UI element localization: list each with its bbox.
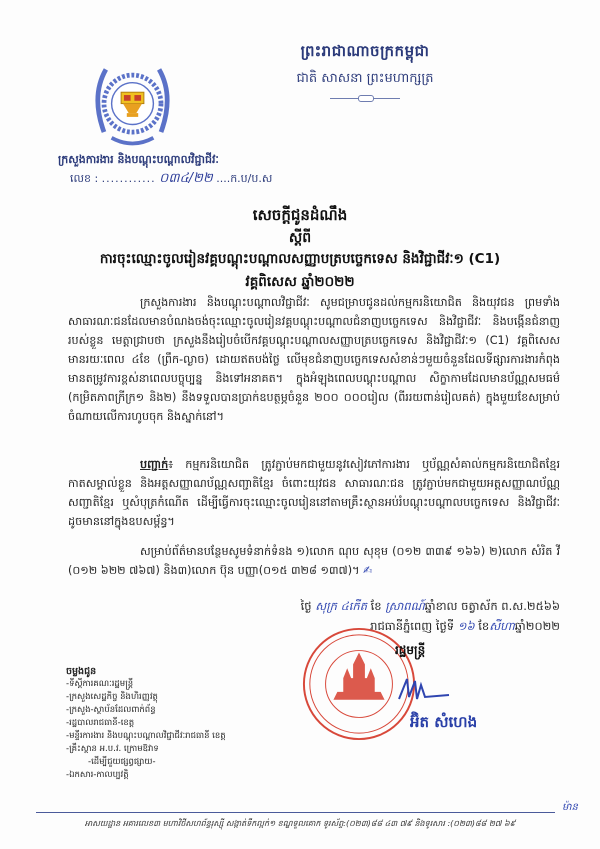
lunar-month-prefix: ខែ (370, 599, 382, 613)
lunar-year: ឆ្នាំខាល ចត្វាស័ក ព.ស.២៥៦៦ (424, 599, 560, 613)
cc-item: -មន្ទីរការងារ និងបណ្តុះបណ្តាលវិជ្ជាជីវៈរាជធានី ខេត្ត (66, 731, 226, 741)
notice-subject: ការចុះឈ្មោះចូលរៀនវគ្គបណ្តុះបណ្តាលសញ្ញាបត្របច្ចេកទេស និងវិជ្ជាជីវៈ១ (C1) (99, 251, 501, 267)
cc-heading: ចម្លងជូន (66, 666, 97, 677)
cc-item: -រដ្ឋបាលរាជធានី-ខេត្ត (66, 718, 135, 728)
cc-item: -ទីស្តីការគណៈរដ្ឋមន្ត្រី (66, 679, 134, 689)
place-prefix: រាជធានីភ្នំពេញ ថ្ងៃទី (370, 619, 455, 633)
notice-subject-label: ស្តីពី (288, 230, 312, 246)
ref-label: លេខ : (70, 172, 99, 185)
month-prefix: ខែ (478, 619, 490, 633)
ministry-emblem-icon (85, 58, 180, 153)
footer-address: អាសយដ្ឋាន អគារលេខ៣ មហាវិថីសហព័ន្ធរុស្ស៊ី សង្កាត់ទឹកល្អក់១ ខណ្ឌទួលគោក ទូរស័ព្ទ:(០២៣)៨៨ ៤៣ ៧៩ និងទូរសារ :(០២៣)៨៨ ២៧ ៦៩ (84, 819, 516, 828)
date-day: ១៦ (457, 619, 475, 633)
cc-item: -គ្រឹះស្ថាន អ.ប.វ. ក្រោមឱវាទ (66, 744, 159, 754)
cc-item: -ក្រសួងសេដ្ឋកិច្ច និងហិរញ្ញវត្ថុ (66, 692, 158, 702)
initials-scribble-icon: ✍ (363, 564, 373, 577)
kingdom-title: ព្រះរាជាណាចក្រកម្ពុជា (300, 42, 430, 60)
kingdom-header (130, 42, 600, 101)
ref-number-handwritten: ០៣៤/២២ (159, 171, 213, 186)
paragraph-note (68, 455, 560, 531)
date-year: ឆ្នាំ២០២២ (514, 619, 560, 633)
cc-item: -ក្រសួង-ស្ថាប័នដែលពាក់ព័ន្ធ (66, 705, 156, 715)
ornament-divider-icon (330, 95, 400, 101)
date-month: សីហា (489, 619, 515, 633)
ministry-name: ក្រសួងការងារ និងបណ្តុះបណ្តាលវិជ្ជាជីវៈ (58, 153, 219, 166)
notice-subject-year: វគ្គពិសេស ឆ្នាំ២០២២ (245, 274, 355, 290)
lunar-date (301, 596, 560, 616)
footer-initials: ម៉ាន (562, 802, 578, 813)
lunar-day: សុក្រ ៤កើត (315, 599, 367, 613)
national-motto: ជាតិ សាសនា ព្រះមហាក្សត្រ (296, 71, 434, 86)
paragraph-announcement-text: ក្រសួងការងារ និងបណ្តុះបណ្តាលវិជ្ជាជីវៈ សូមជម្រាបជូនដល់កម្មករនិយោជិត និងយុវជន ព្រមទាំងសាធារណៈជនដែលមានបំណងចង់ចុះឈ្មោះចូលរៀនវគ្គបណ្តុះបណ្តាលជំនាញបច្ចេកទេស និងវិជ្ជាជីវៈ និងបង្កើនជំនាញរបស់ខ្លួន មេត្តាជ្រាបថា ក្រសួងនឹងរៀបចំបើកវគ្គបណ្តុះបណ្តាលសញ្ញាបត្របច្ចេកទេស និងវិជ្ជាជីវៈ១ (C1) វគ្គពិសេស មានរយៈពេល ៤ខែ (ព្រឹក-ល្ងាច) ដោយឥតបង់ថ្លៃ លើមុខជំនាញបច្ចេកទេសសំខាន់ៗមួយចំនួនដែលទីផ្សារការងារកំពុងមានតម្រូវការខ្ពស់នាពេលបច្ចុប្បន្ន និងទៅអនាគត។ ក្នុងអំឡុងពេលបណ្តុះបណ្តាល សិក្ខាកាមដែលមានប័ណ្ណសមធម៌ (កម្រិតភាពក្រីក្រ១ និង២) នឹងទទួលបានប្រាក់ឧបត្ថម្ភចំនួន ២០០ ០០០រៀល (ពីររយពាន់រៀលគត់) ក្នុងមួយខែសម្រាប់ចំណាយលើការហូបចុក និងស្នាក់នៅ។ (68, 296, 560, 423)
paragraph-contact (68, 542, 560, 580)
reference-number (70, 170, 272, 189)
cc-item: -ឯកសារ-កាលប្បវត្តិ (66, 770, 129, 780)
ref-suffix: ....ក.ប/ប.ស (216, 172, 273, 185)
lunar-month: ស្រាពណ៍ (385, 599, 425, 613)
lunar-day-prefix: ថ្ងៃ (300, 599, 312, 613)
signatory-name: អ៊ិត សំហេង (410, 713, 478, 731)
notice-title: សេចក្តីជូនដំណឹង (252, 206, 348, 224)
cc-sub-item: -ដើម្បីជួយផ្សព្វផ្សាយ- (88, 757, 156, 767)
footer-divider (36, 812, 555, 813)
contact-text: សម្រាប់ព័ត៌មានបន្ថែមសូមទំនាក់ទំនង ១)លោក ណុប សុខុម (០១២ ៣៣៩ ១៦៦) ២)លោក សំរិត វី (០១២ ៦២២ ៧៦៧) និង៣)លោក ប៊ុន បញ្ញា(០១៥ ៣២៨ ១៣៧)។ (68, 545, 560, 577)
cc-list (66, 665, 226, 782)
paragraph-announcement (68, 293, 560, 426)
note-text: ៖ កម្មករនិយោជិត ត្រូវភ្ជាប់មកជាមួយនូវសៀវភៅការងារ ឬប័ណ្ណសំគាល់កម្មករនិយោជិតខ្មែរ កាតសម្គាល់ខ្លួន និងអត្តសញ្ញាណប័ណ្ណសញ្ជាតិខ្មែរ ចំពោះយុវជន សាធារណៈជន ត្រូវភ្ជាប់មកជាមួយអត្តសញ្ញាណប័ណ្ណសញ្ជាតិខ្មែរ ឬសំបុត្រកំណើត ដើម្បីធ្វើការចុះឈ្មោះចូលរៀននៅតាមគ្រឹះស្ថានអប់រំបណ្តុះបណ្តាលបច្ចេកទេស និងវិជ្ជាជីវៈដូចមាននៅក្នុងឧបសម្ព័ន្ធ។ (68, 458, 560, 528)
note-label: បញ្ជាក់ (140, 458, 169, 471)
ref-dots: ............ (101, 172, 156, 185)
signature-icon (395, 675, 455, 705)
signatory-title: រដ្ឋមន្ត្រី (395, 643, 426, 657)
